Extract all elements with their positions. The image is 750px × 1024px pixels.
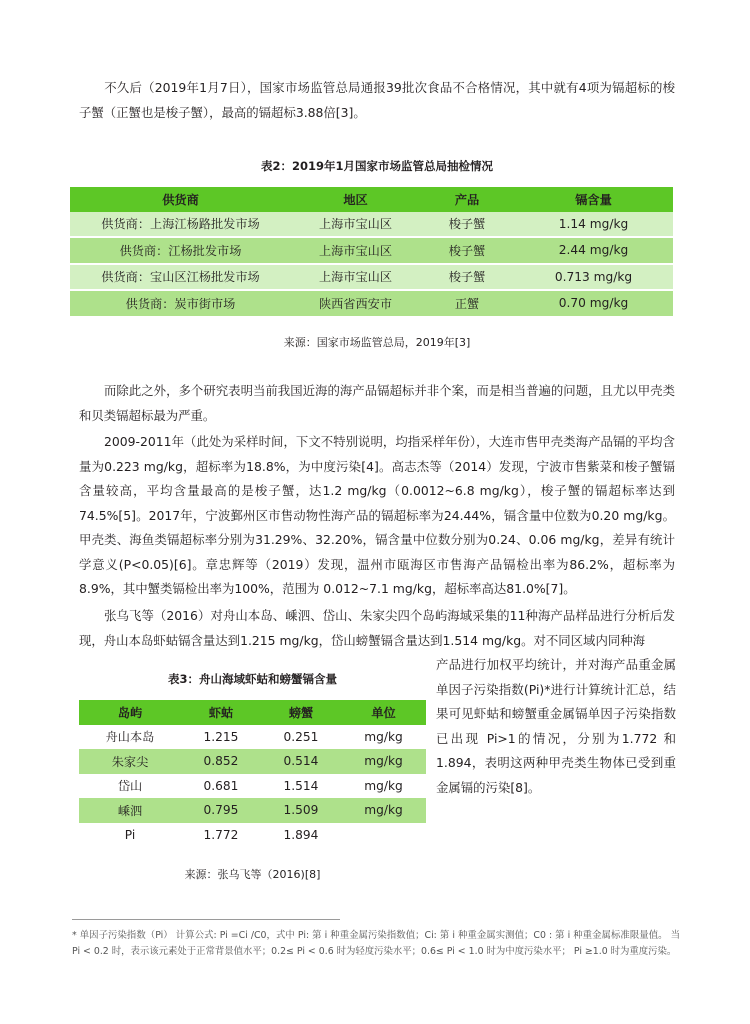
table2-cell: 供货商：炭市街市场 — [70, 290, 291, 316]
table2-cell: 供货商：江杨批发市场 — [70, 237, 291, 264]
table-row — [70, 237, 673, 264]
paragraph-studies: 2009-2011年（此处为采样时间，下文不特别说明，均指采样年份），大连市售甲壳类海产品镉的平均含量为0.223 mg/kg，超标率为18.8%，为中度污染[4]。高志杰等（2014）发现，宁波市售紫菜和梭子蟹镉含量较高，平均含量最高的是梭子蟹，达1.2 mg/kg（0.0012~6.8 mg/kg），梭子蟹的镉超标率达到74.5%[5]。2017年，宁波鄞州区市售动物性海产品的镉超标率为24.44%，镉含量中位数为0.20 mg/kg。甲壳类、海鱼类镉超标率分别为31.29%、32.20%，镉含量中位数分别为0.24、0.06 mg/kg，差异有统计学意义(P<0.05)[6]。章忠辉等（2019）发现，温州市瓯海区市售海产品镉检出率为86.2%，超标率为8.9%，其中蟹类镉检出率为100%，范围为 0.012~7.1 mg/kg，超标率高达81.0%[7]。 — [79, 434, 675, 596]
paragraph-pi: 产品进行加权平均统计，并对海产品重金属单因子污染指数(Pi)*进行计算统计汇总，结果可见虾蛄和螃蟹重金属镉单因子污染指数已出现 Pi>1的情况，分别为1.772 和1.894，表明这两种甲壳类生物体已受到重金属镉的污染[8]。 — [436, 657, 676, 795]
table3-cell: 1.514 — [261, 774, 341, 799]
table-row — [79, 798, 426, 823]
table2-header: 产品 — [420, 187, 514, 212]
table3-cell: 嵊泗 — [79, 798, 181, 823]
table2-header: 地区 — [291, 187, 420, 212]
table2-header: 镉含量 — [514, 187, 673, 212]
table3-cell: 1.509 — [261, 798, 341, 823]
table2-cell: 0.713 mg/kg — [514, 264, 673, 291]
table3-cell: 0.852 — [181, 749, 261, 774]
table3-cell: 舟山本岛 — [79, 725, 181, 750]
table3-cell: 1.894 — [261, 823, 341, 848]
table3-cell — [341, 823, 426, 848]
paragraph-overview: 而除此之外，多个研究表明当前我国近海的海产品镉超标并非个案，而是相当普遍的问题，且尤以甲壳类和贝类镉超标最为严重。 — [79, 383, 675, 423]
table3-header: 单位 — [341, 700, 426, 725]
table2-cell: 1.14 mg/kg — [514, 212, 673, 238]
table2-header: 供货商 — [70, 187, 291, 212]
table-row — [79, 749, 426, 774]
table-row — [79, 725, 426, 750]
table3-cell: mg/kg — [341, 725, 426, 750]
table-row — [70, 290, 673, 316]
table2-cell: 0.70 mg/kg — [514, 290, 673, 316]
table2-caption: 表2：2019年1月国家市场监管总局抽检情况 — [260, 159, 493, 173]
table2-cell: 正蟹 — [420, 290, 514, 316]
table2-cell: 供货商：上海江杨路批发市场 — [70, 212, 291, 238]
paragraph-intro: 不久后（2019年1月7日），国家市场监管总局通报39批次食品不合格情况，其中就有4项为镉超标的梭子蟹（正蟹也是梭子蟹），最高的镉超标3.88倍[3]。 — [79, 80, 675, 120]
table3-cell: mg/kg — [341, 774, 426, 799]
table2 — [70, 187, 673, 316]
footnote: * 单因子污染指数（Pi） 计算公式: Pi =Ci /C0，式中 Pi: 第 i 种重金属污染指数值；Ci: 第 i 种重金属实测值；C0 : 第 i 种重金属标准限量值。 当 Pi < 0.2 时，表示该元素处于正常背景值水平；0.2≤ Pi < 0.6 时为轻度污染水平；0.6≤ Pi < 1.0 时为中度污染水平； Pi ≥1.0 时为重度污染。 — [72, 930, 680, 957]
table3-cell: mg/kg — [341, 749, 426, 774]
table3-cell: 1.215 — [181, 725, 261, 750]
table-row — [79, 823, 426, 848]
table3-header: 虾蛄 — [181, 700, 261, 725]
table-row — [70, 264, 673, 291]
table3-cell: Pi — [79, 823, 181, 848]
table-row — [79, 774, 426, 799]
table2-cell: 上海市宝山区 — [291, 237, 420, 264]
table2-cell: 陕西省西安市 — [291, 290, 420, 316]
table3-cell: 岱山 — [79, 774, 181, 799]
table3-header: 螃蟹 — [261, 700, 341, 725]
table2-cell: 供货商：宝山区江杨批发市场 — [70, 264, 291, 291]
footnote-divider — [72, 919, 340, 920]
table3-cell: 0.795 — [181, 798, 261, 823]
paragraph-zhoushan: 张乌飞等（2016）对舟山本岛、嵊泗、岱山、朱家尖四个岛屿海域采集的11种海产品样品进行分析后发现，舟山本岛虾蛄镉含量达到1.215 mg/kg，岱山螃蟹镉含量达到1.514 mg/kg。对不同区域内同种海 — [79, 608, 675, 648]
table3-cell: 0.251 — [261, 725, 341, 750]
table3-caption: 表3：舟山海域虾蛄和螃蟹镉含量 — [168, 672, 337, 686]
table2-cell: 梭子蟹 — [420, 237, 514, 264]
table2-source: 来源：国家市场监管总局，2019年[3] — [283, 336, 471, 349]
table3-cell: mg/kg — [341, 798, 426, 823]
table3-header: 岛屿 — [79, 700, 181, 725]
table3-cell: 朱家尖 — [79, 749, 181, 774]
table2-cell: 上海市宝山区 — [291, 264, 420, 291]
table2-cell: 上海市宝山区 — [291, 212, 420, 238]
table2-cell: 2.44 mg/kg — [514, 237, 673, 264]
table2-cell: 梭子蟹 — [420, 212, 514, 238]
table-row — [70, 212, 673, 238]
table3-cell: 0.681 — [181, 774, 261, 799]
table3-cell: 1.772 — [181, 823, 261, 848]
table3-cell: 0.514 — [261, 749, 341, 774]
table3 — [79, 700, 426, 847]
table2-cell: 梭子蟹 — [420, 264, 514, 291]
table3-source: 来源：张乌飞等（2016)[8] — [184, 868, 321, 881]
